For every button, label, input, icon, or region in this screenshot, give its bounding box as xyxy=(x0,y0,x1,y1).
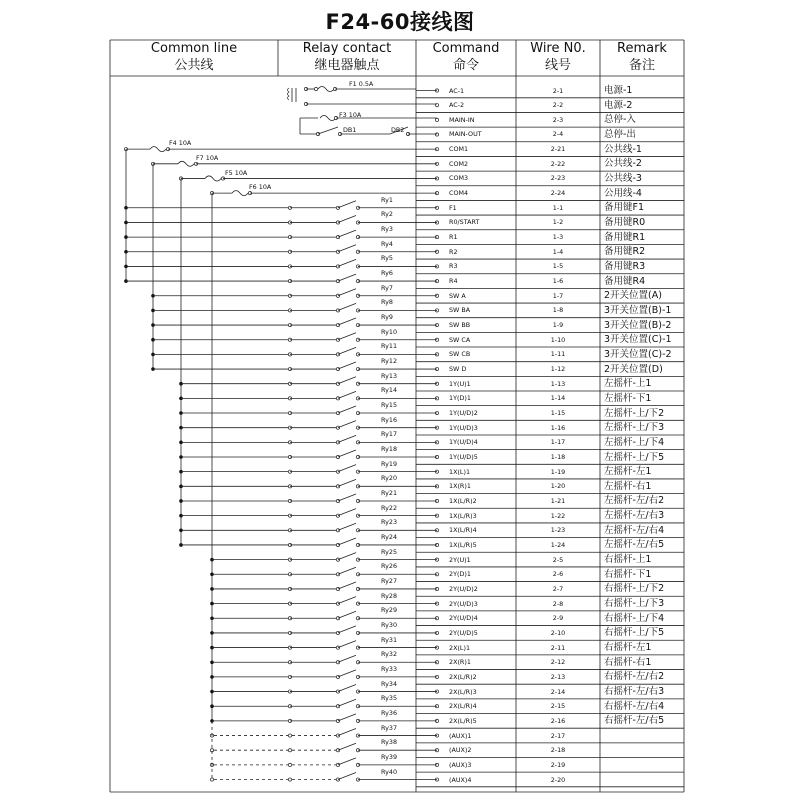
remark-text: 左摇杆-左/右3 xyxy=(604,510,665,522)
relay-label: Ry37 xyxy=(381,723,398,732)
com-fuse-symbol xyxy=(232,191,248,196)
command-label: AC-2 xyxy=(449,101,465,110)
relay-contact xyxy=(336,749,339,752)
remark-text: 左摇杆-左/右4 xyxy=(604,524,665,536)
remark-text: 右摇杆-左/右5 xyxy=(604,715,665,727)
relay-switch-blade xyxy=(338,597,356,604)
command-label: 2X(L/R)2 xyxy=(449,672,477,681)
com-fuse-symbol xyxy=(205,176,221,181)
command-label: MAIN-IN xyxy=(449,115,475,124)
relay-label: Ry10 xyxy=(381,327,398,336)
command-label: 2X(L)1 xyxy=(449,643,471,652)
relay-switch-blade xyxy=(338,347,356,354)
wire-number: 2-5 xyxy=(552,555,564,564)
command-label: 2X(L/R)5 xyxy=(449,716,477,725)
relay-switch-blade xyxy=(338,523,356,530)
relay-switch-blade xyxy=(338,714,356,721)
command-label: F1 xyxy=(449,203,457,212)
command-label: COM4 xyxy=(449,189,469,198)
relay-contact xyxy=(336,690,339,693)
relay-switch-blade xyxy=(338,699,356,706)
wire-number: 2-4 xyxy=(552,130,564,139)
header-command-zh: 命令 xyxy=(452,58,479,73)
relay-label: Ry4 xyxy=(381,239,393,248)
remark-text: 总停-出 xyxy=(604,128,636,140)
relay-label: Ry5 xyxy=(381,254,393,263)
fuse-f1-symbol xyxy=(318,87,334,92)
command-label: 1Y(U)1 xyxy=(449,379,471,388)
wire-number: 1-1 xyxy=(552,203,564,212)
wire-number: 2-21 xyxy=(550,145,566,154)
relay-contact xyxy=(336,529,339,532)
wire-number: 1-3 xyxy=(552,233,564,242)
wire-number: 2-23 xyxy=(550,174,566,183)
relay-switch-blade xyxy=(338,245,356,252)
relay-label: Ry7 xyxy=(381,283,393,292)
command-label: 1X(L/R)2 xyxy=(449,496,477,505)
wire-number: 1-24 xyxy=(550,540,566,549)
wire-number: 1-19 xyxy=(550,467,566,476)
relay-switch-blade xyxy=(338,215,356,222)
relay-label: Ry40 xyxy=(381,767,398,776)
wire-number: 1-5 xyxy=(552,262,564,271)
relay-label: Ry16 xyxy=(381,415,398,424)
remark-text: 备用键R4 xyxy=(604,275,646,287)
command-label: 1X(L/R)3 xyxy=(449,511,477,520)
remark-text: 2开关位置(D) xyxy=(604,363,663,375)
command-label: SW CA xyxy=(449,335,471,344)
relay-label: Ry19 xyxy=(381,459,398,468)
command-label: 2Y(U/D)3 xyxy=(449,599,478,608)
wire-number: 1-18 xyxy=(550,453,566,461)
header-remark-zh: 备注 xyxy=(628,58,655,73)
relay-label: Ry18 xyxy=(381,445,398,453)
command-label: COM2 xyxy=(449,159,469,168)
relay-switch-blade xyxy=(338,494,356,501)
command-label: SW D xyxy=(449,365,467,374)
remark-text: 左摇杆-上/下5 xyxy=(604,451,665,463)
wire-number: 2-22 xyxy=(550,159,566,168)
relay-switch-blade xyxy=(338,758,356,765)
fuse-label-f4: F4 10A xyxy=(169,139,192,147)
relay-label: Ry24 xyxy=(381,532,398,541)
relay-label: Ry11 xyxy=(381,342,398,351)
wire-number: 2-19 xyxy=(550,760,566,769)
remark-text: 左摇杆-上/下4 xyxy=(604,436,665,448)
remark-text: 公共线-3 xyxy=(604,172,642,184)
relay-switch-blade xyxy=(338,611,356,618)
remark-text: 左摇杆-上/下3 xyxy=(604,422,665,434)
wire-number: 2-3 xyxy=(552,115,564,124)
relay-terminal xyxy=(288,749,291,752)
wire-number: 1-20 xyxy=(550,482,566,491)
command-label: 2Y(U)1 xyxy=(449,555,471,564)
wire-number: 2-7 xyxy=(552,584,564,593)
command-label: COM1 xyxy=(449,145,469,154)
remark-text: 左摇杆-上/下2 xyxy=(604,407,665,419)
relay-terminal xyxy=(288,734,291,737)
command-terminal xyxy=(435,118,438,121)
remark-text: 左摇杆-右1 xyxy=(604,480,652,492)
wire-number: 1-2 xyxy=(552,218,564,227)
relay-label: Ry21 xyxy=(381,488,398,497)
command-label: 1Y(U/D)2 xyxy=(449,409,478,418)
relay-label: Ry13 xyxy=(381,371,398,380)
fuse-label-f1: F1 0.5A xyxy=(349,80,374,88)
relay-label: Ry8 xyxy=(381,298,393,307)
relay-label: Ry36 xyxy=(381,708,398,717)
command-label: (AUX)4 xyxy=(449,775,472,784)
ac-terminal xyxy=(314,87,317,90)
relay-contact xyxy=(336,734,339,737)
command-label: COM3 xyxy=(449,174,469,183)
command-label: SW A xyxy=(449,291,466,300)
relay-label: Ry2 xyxy=(381,210,393,219)
command-label: R3 xyxy=(449,262,458,271)
remark-text: 电源-1 xyxy=(604,85,633,96)
command-terminal xyxy=(435,133,438,136)
wire-number: 1-10 xyxy=(550,335,566,344)
remark-text: 3开关位置(B)-2 xyxy=(604,319,672,331)
header-wire-no-zh: 线号 xyxy=(544,58,571,73)
remark-text: 备用键R3 xyxy=(604,260,646,272)
relay-label: Ry15 xyxy=(381,401,398,410)
breaker-label-db2: DB2 xyxy=(391,126,405,134)
header-remark-en: Remark xyxy=(617,41,667,56)
command-label: 1X(R)1 xyxy=(449,482,471,491)
relay-contact xyxy=(336,631,339,634)
command-label: SW BA xyxy=(449,306,471,315)
remark-text: 总停-入 xyxy=(604,114,636,126)
remark-text: 3开关位置(C)-1 xyxy=(604,334,672,346)
remark-text: 左摇杆-左/右5 xyxy=(604,539,665,551)
remark-text: 右摇杆-上/下4 xyxy=(604,612,665,624)
wire-number: 1-12 xyxy=(550,365,566,374)
command-label: 2Y(D)1 xyxy=(449,570,471,579)
relay-switch-blade xyxy=(338,435,356,442)
relay-switch-blade xyxy=(338,465,356,472)
relay-switch-blade xyxy=(338,582,356,589)
breaker-db1 xyxy=(318,127,338,134)
relay-switch-blade xyxy=(338,670,356,677)
remark-text: 右摇杆-下1 xyxy=(604,568,652,580)
relay-switch-blade xyxy=(338,391,356,398)
remark-text: 左摇杆-上1 xyxy=(604,378,652,390)
fuse-label-f7: F7 10A xyxy=(196,154,219,162)
relay-label: Ry1 xyxy=(381,195,393,204)
command-label: 1Y(D)1 xyxy=(449,394,471,403)
relay-contact xyxy=(336,587,339,590)
command-label: 2Y(U/D)2 xyxy=(449,584,478,593)
header-common-line-zh: 公共线 xyxy=(174,58,214,73)
wire-number: 2-11 xyxy=(550,643,566,652)
fuse-label-f5: F5 10A xyxy=(225,169,248,177)
relay-switch-blade xyxy=(338,377,356,384)
command-label: R1 xyxy=(449,233,458,242)
relay-label: Ry20 xyxy=(381,474,398,483)
command-label: (AUX)1 xyxy=(449,731,472,740)
relay-switch-blade xyxy=(338,333,356,340)
command-label: 2X(L/R)4 xyxy=(449,702,477,711)
relay-switch-blade xyxy=(338,450,356,457)
header-relay-contact-en: Relay contact xyxy=(302,41,392,56)
relay-switch-blade xyxy=(338,421,356,428)
wire-number: 1-21 xyxy=(550,496,566,505)
remark-text: 备用键R2 xyxy=(604,246,646,258)
wire-number: 2-24 xyxy=(550,189,566,198)
command-label: (AUX)2 xyxy=(449,746,472,755)
relay-switch-blade xyxy=(338,230,356,237)
relay-switch-blade xyxy=(338,303,356,310)
relay-label: Ry39 xyxy=(381,752,398,761)
wire-number: 1-14 xyxy=(550,394,566,403)
relay-switch-blade xyxy=(338,289,356,296)
command-label: 2Y(U/D)5 xyxy=(449,628,478,637)
remark-text: 备用键F1 xyxy=(604,202,645,214)
remark-text: 备用键R0 xyxy=(604,216,646,228)
wire-number: 2-12 xyxy=(550,658,566,667)
relay-label: Ry32 xyxy=(381,650,398,659)
remark-text: 3开关位置(C)-2 xyxy=(604,348,672,360)
wire-number: 1-13 xyxy=(550,379,566,388)
relay-label: Ry28 xyxy=(381,591,398,600)
command-label: 1Y(U/D)4 xyxy=(449,438,478,447)
command-label: 2X(R)1 xyxy=(449,658,471,667)
wire-number: 1-23 xyxy=(550,526,566,535)
remark-text: 3开关位置(B)-1 xyxy=(604,304,672,316)
header-wire-no-en: Wire N0. xyxy=(530,41,586,56)
command-label: 1Y(U/D)5 xyxy=(449,453,478,461)
remark-text: 右摇杆-上1 xyxy=(604,554,652,566)
wire-number: 1-15 xyxy=(550,409,566,418)
wire-number: 1-6 xyxy=(552,277,564,286)
relay-switch-blade xyxy=(338,201,356,208)
wire-number: 2-1 xyxy=(552,86,564,95)
relay-label: Ry22 xyxy=(381,503,398,512)
remark-text: 左摇杆-左1 xyxy=(604,466,652,478)
remark-text: 公共线-1 xyxy=(604,143,642,155)
command-label: 2Y(U/D)4 xyxy=(449,614,478,623)
wire-number: 2-14 xyxy=(550,687,566,696)
relay-switch-blade xyxy=(338,743,356,750)
relay-switch-blade xyxy=(338,362,356,369)
relay-switch-blade xyxy=(338,773,356,780)
relay-label: Ry9 xyxy=(381,313,393,322)
command-label: (AUX)3 xyxy=(449,760,472,769)
remark-text: 2开关位置(A) xyxy=(604,290,662,302)
remark-text: 右摇杆-左/右4 xyxy=(604,700,665,712)
relay-terminal xyxy=(288,763,291,766)
relay-label: Ry38 xyxy=(381,738,398,747)
remark-text: 备用键R1 xyxy=(604,231,646,243)
remark-text: 右摇杆-上/下5 xyxy=(604,627,665,639)
remark-text: 右摇杆-左/右3 xyxy=(604,686,665,698)
relay-terminal xyxy=(288,778,291,781)
relay-label: Ry29 xyxy=(381,606,398,615)
command-label: SW CB xyxy=(449,350,471,359)
remark-text: 左摇杆-左/右2 xyxy=(604,495,665,507)
wire-number: 2-13 xyxy=(550,672,566,681)
relay-label: Ry3 xyxy=(381,225,393,234)
relay-label: Ry12 xyxy=(381,357,398,366)
relay-label: Ry31 xyxy=(381,635,398,644)
relay-label: Ry14 xyxy=(381,386,398,395)
relay-contact xyxy=(336,543,339,546)
transformer-winding xyxy=(288,88,290,100)
relay-switch-blade xyxy=(338,538,356,545)
command-label: R4 xyxy=(449,277,458,286)
relay-label: Ry17 xyxy=(381,430,398,439)
com-fuse-symbol xyxy=(178,161,194,166)
relay-switch-blade xyxy=(338,553,356,560)
wire-number: 2-6 xyxy=(552,570,564,579)
wire-number: 2-20 xyxy=(550,775,566,784)
fuse-f3-symbol xyxy=(320,116,336,121)
remark-text: 左摇杆-下1 xyxy=(604,392,652,404)
relay-switch-blade xyxy=(338,509,356,516)
command-label: 1Y(U/D)3 xyxy=(449,423,478,432)
relay-switch-blade xyxy=(338,567,356,574)
header-relay-contact-zh: 继电器触点 xyxy=(314,58,380,73)
wire-number: 1-22 xyxy=(550,511,566,520)
command-label: MAIN-OUT xyxy=(449,130,482,139)
header-common-line-en: Common line xyxy=(150,41,238,56)
page-title: F24-60接线图 xyxy=(325,10,475,34)
relay-switch-blade xyxy=(338,626,356,633)
relay-label: Ry34 xyxy=(381,679,398,688)
wire-number: 2-8 xyxy=(552,599,564,608)
relay-label: Ry26 xyxy=(381,562,398,571)
remark-text: 右摇杆-上/下2 xyxy=(604,583,665,595)
breaker-db2 xyxy=(390,127,408,134)
header-command-en: Command xyxy=(432,41,500,56)
relay-label: Ry35 xyxy=(381,694,398,703)
wire-number: 2-15 xyxy=(550,702,566,711)
wire-number: 2-9 xyxy=(552,614,564,623)
command-label: 1X(L/R)5 xyxy=(449,540,477,549)
command-label: 2X(L/R)3 xyxy=(449,687,477,696)
relay-switch-blade xyxy=(338,641,356,648)
relay-switch-blade xyxy=(338,259,356,266)
wire-number: 1-8 xyxy=(552,306,564,315)
relay-switch-blade xyxy=(338,274,356,281)
command-label: AC-1 xyxy=(449,86,465,95)
remark-text: 电源-2 xyxy=(604,99,633,111)
remark-text: 右摇杆-右1 xyxy=(604,656,652,668)
relay-label: Ry27 xyxy=(381,576,398,585)
command-label: 1X(L)1 xyxy=(449,467,471,476)
wire-number: 1-17 xyxy=(550,438,566,447)
wire-number: 1-7 xyxy=(552,291,564,300)
remark-text: 公共线-2 xyxy=(604,158,642,170)
wire-number: 1-16 xyxy=(550,423,566,432)
command-label: R0/START xyxy=(449,218,480,227)
fuse-label-f3: F3 10A xyxy=(339,111,362,119)
wire-number: 1-9 xyxy=(552,321,564,330)
breaker-label-db1: DB1 xyxy=(343,126,357,134)
remark-text: 右摇杆-左/右2 xyxy=(604,671,665,683)
command-label: SW BB xyxy=(449,321,471,330)
relay-label: Ry30 xyxy=(381,620,398,629)
remark-text: 右摇杆-左1 xyxy=(604,642,652,654)
relay-switch-blade xyxy=(338,318,356,325)
command-label: 1X(L/R)4 xyxy=(449,526,477,535)
fuse-label-f6: F6 10A xyxy=(249,183,272,191)
relay-switch-blade xyxy=(338,729,356,736)
relay-label: Ry25 xyxy=(381,547,398,556)
relay-label: Ry33 xyxy=(381,664,398,673)
relay-contact xyxy=(336,646,339,649)
wire-number: 2-16 xyxy=(550,716,566,725)
wire-number: 2-2 xyxy=(552,101,564,110)
relay-label: Ry23 xyxy=(381,518,398,527)
remark-text: 右摇杆-上/下3 xyxy=(604,598,665,610)
wire-number: 1-4 xyxy=(552,247,564,256)
relay-switch-blade xyxy=(338,479,356,486)
wire-number: 2-18 xyxy=(550,746,566,755)
wire-number: 2-17 xyxy=(550,731,566,740)
relay-switch-blade xyxy=(338,655,356,662)
command-label: R2 xyxy=(449,247,458,256)
relay-switch-blade xyxy=(338,406,356,413)
remark-text: 公用线-4 xyxy=(604,187,642,199)
relay-label: Ry6 xyxy=(381,269,393,278)
com-fuse-symbol xyxy=(150,147,166,152)
wire-number: 1-11 xyxy=(550,350,566,359)
relay-switch-blade xyxy=(338,685,356,692)
wire-number: 2-10 xyxy=(550,628,566,637)
